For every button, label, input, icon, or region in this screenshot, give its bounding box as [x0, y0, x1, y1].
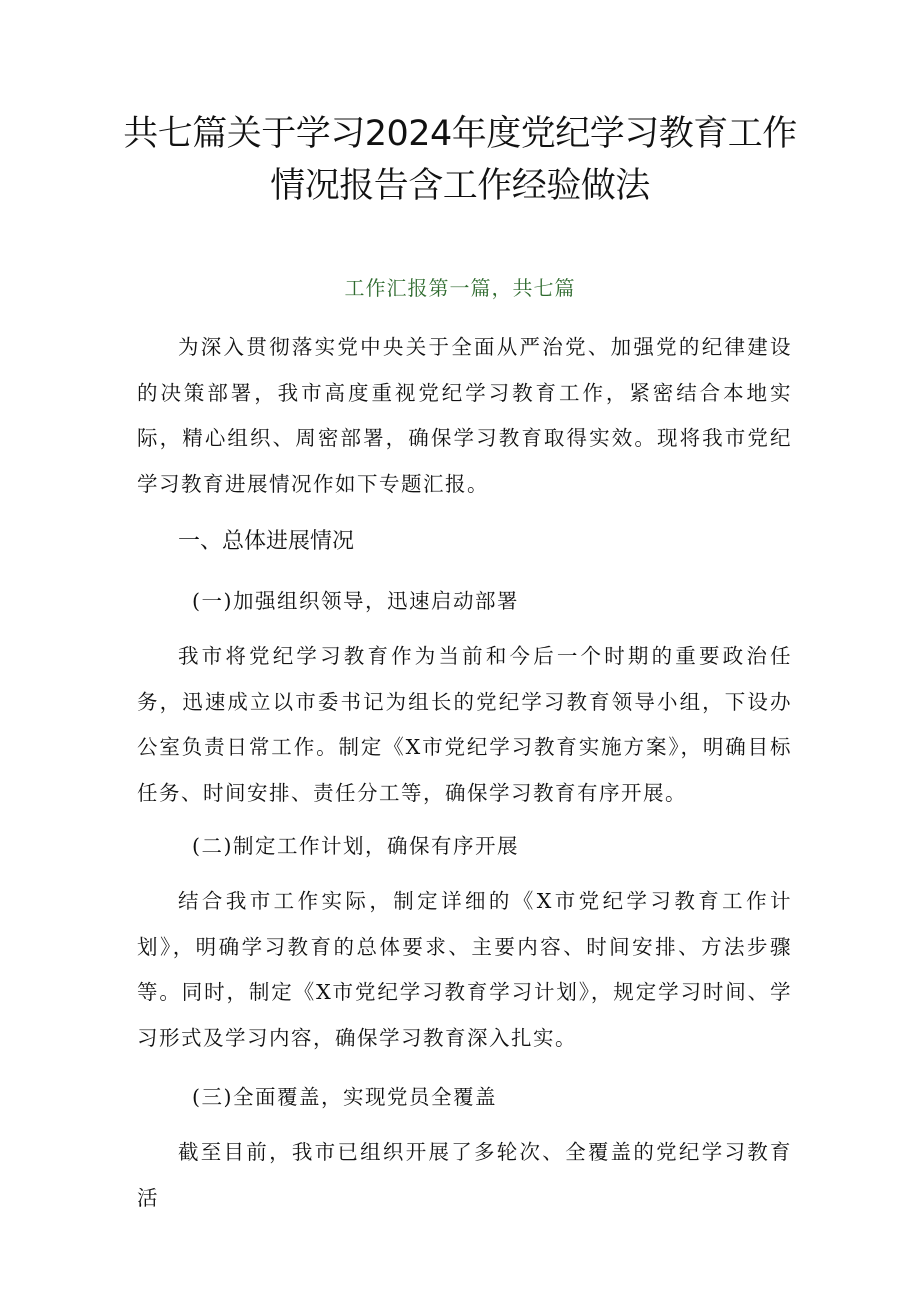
subsection-heading-2: (二)制定工作计划，确保有序开展 — [192, 834, 519, 858]
subsection-paragraph-2: 结合我市工作实际，制定详细的《X市党纪学习教育工作计划》，明确学习教育的总体要求、主要内容、时间安排、方法步骤等。同时，制定《X市党纪学习教育学习计划》，规定学习时间、学习形式及学习内容，确保学习教育深入扎实。 — [137, 889, 792, 1050]
document-title: 共七篇关于学习2024年度党纪学习教育工作情况报告含工作经验做法 — [123, 114, 797, 206]
document-subtitle: 工作汇报第一篇，共七篇 — [344, 276, 576, 300]
subsection-paragraph-1: 我市将党纪学习教育作为当前和今后一个时期的重要政治任务，迅速成立以市委书记为组长的党纪学习教育领导小组，下设办公室负责日常工作。制定《X市党纪学习教育实施方案》，明确目标任务、时间安排、责任分工等，确保学习教育有序开展。 — [137, 644, 792, 805]
section-heading-1: 一、总体进展情况 — [178, 529, 355, 554]
intro-paragraph: 为深入贯彻落实党中央关于全面从严治党、加强党的纪律建设的决策部署，我市高度重视党纪学习教育工作，紧密结合本地实际，精心组织、周密部署，确保学习教育取得实效。现将我市党纪学习教育进展情况作如下专题汇报。 — [137, 335, 792, 496]
subsection-heading-1: (一)加强组织领导，迅速启动部署 — [192, 589, 519, 613]
subsection-heading-3: (三)全面覆盖，实现党员全覆盖 — [192, 1085, 497, 1109]
subsection-paragraph-3: 截至目前，我市已组织开展了多轮次、全覆盖的党纪学习教育活 — [137, 1140, 792, 1210]
